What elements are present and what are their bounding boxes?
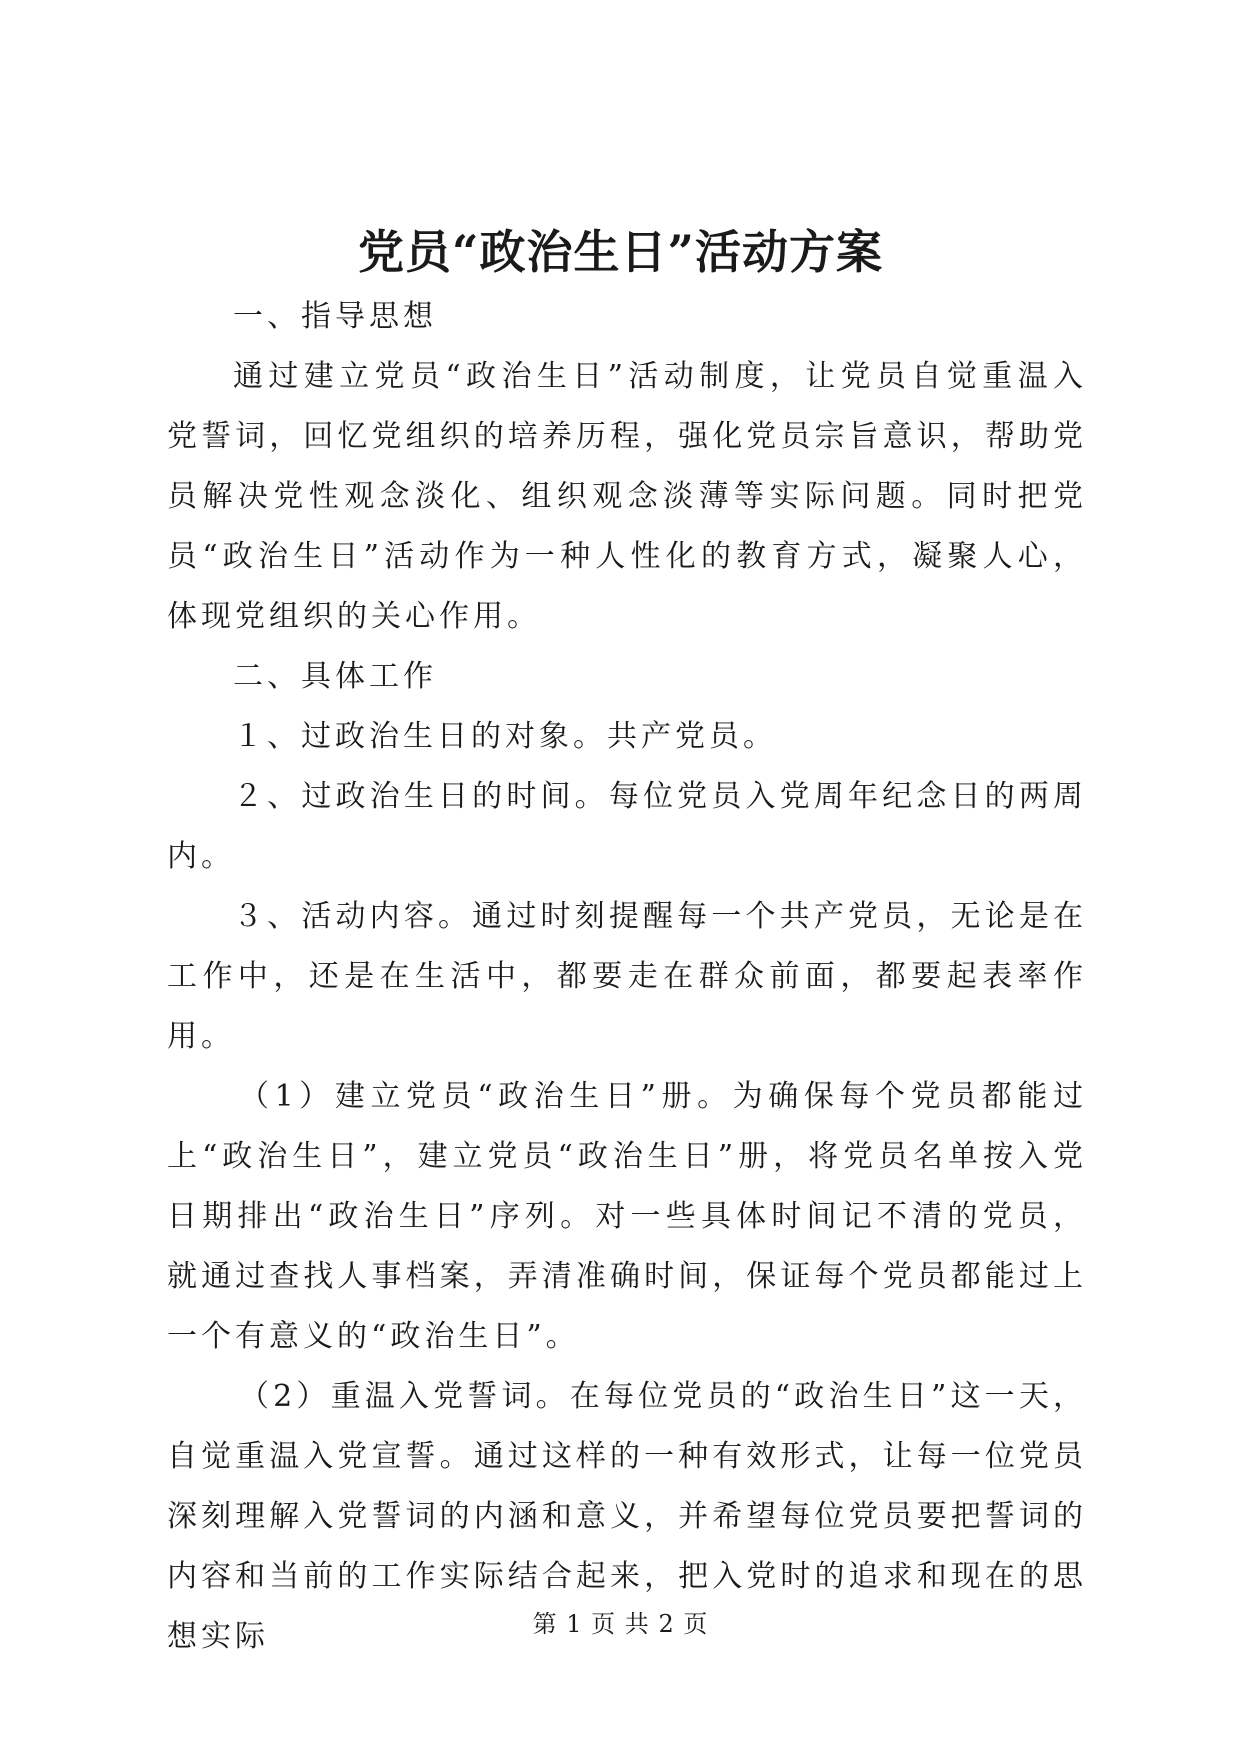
list-item-target: １、过政治生日的对象。共产党员。	[233, 719, 777, 754]
sub-item-oath: （2）重温入党誓词。在每位党员的“政治生日”这一天，自觉重温入党宣誓。通过这样的一种有效形式，让每一位党员深刻理解入党誓词的内涵和意义，并希望每位党员要把誓词的内容和当前的工作实际结合起来，把入党时的追求和现在的思想实际	[167, 1379, 1087, 1654]
section-heading-guiding-thought: 一、指导思想	[233, 299, 437, 334]
sub-item-register: （1）建立党员“政治生日”册。为确保每个党员都能过上“政治生日”，建立党员“政治生日”册，将党员名单按入党日期排出“政治生日”序列。对一些具体时间记不清的党员，就通过查找人事档案，弄清准确时间，保证每个党员都能过上一个有意义的“政治生日”。	[167, 1079, 1087, 1354]
page-footer: 第 1 页 共 2 页	[532, 1610, 709, 1638]
section-heading-specific-work: 二、具体工作	[233, 659, 437, 694]
list-item-content: ３、活动内容。通过时刻提醒每一个共产党员，无论是在工作中，还是在生活中，都要走在群众前面，都要起表率作用。	[167, 899, 1087, 1054]
list-item-time: ２、过政治生日的时间。每位党员入党周年纪念日的两周内。	[167, 779, 1087, 874]
paragraph-guiding-thought: 通过建立党员“政治生日”活动制度，让党员自觉重温入党誓词，回忆党组织的培养历程，强化党员宗旨意识，帮助党员解决党性观念淡化、组织观念淡薄等实际问题。同时把党员“政治生日”活动作为一种人性化的教育方式，凝聚人心，体现党组织的关心作用。	[167, 359, 1087, 634]
document-title: 党员“政治生日”活动方案	[358, 225, 883, 279]
document-body	[167, 287, 1087, 1667]
